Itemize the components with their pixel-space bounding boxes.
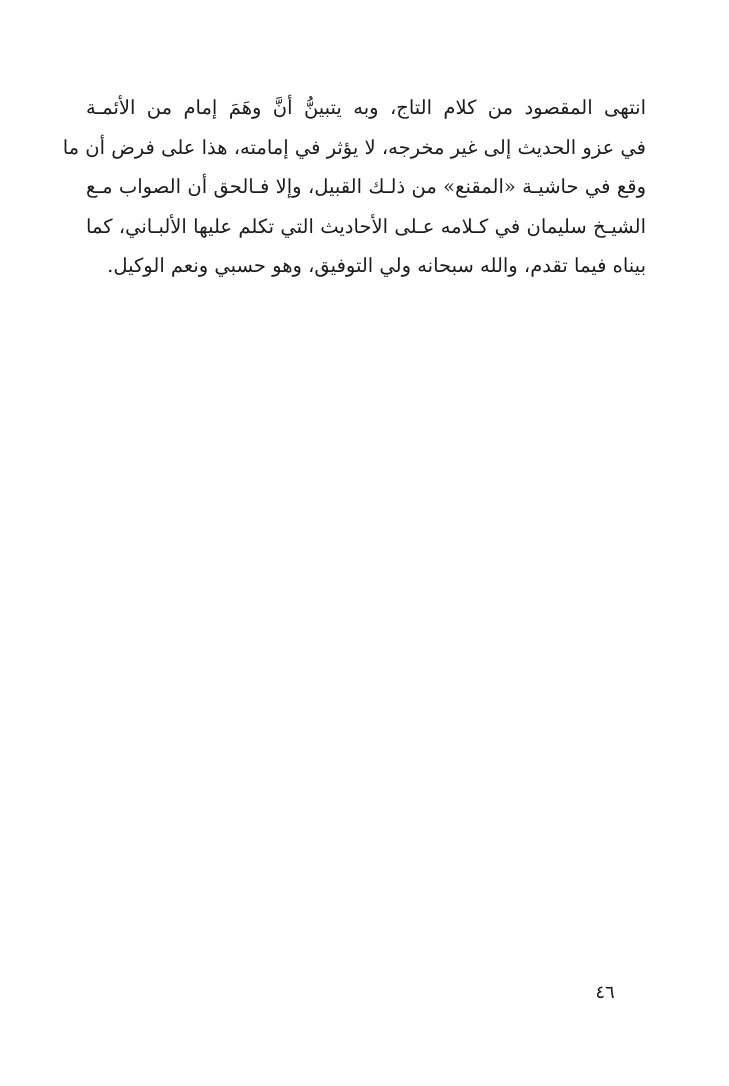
text-line-4: الشيـخ سليمان في كـلامه عـلى الأحاديث التي تكلم عليها الألبـاني، كما [86,214,646,238]
body-paragraph [62,88,646,286]
text-line-2: في عزو الحديث إلى غير مخرجه، لا يؤثر في إمامته، هذا على فرض أن ما [62,135,646,159]
text-line-1: انتهى المقصود من كلام التاج، وبه يتبينُّ أنَّ وهَمَ إمام من الأئمـة [86,96,646,119]
text-line-5: بيناه فيما تقدم، والله سبحانه ولي التوفيق، وهو حسبي ونعم الوكيل. [107,254,646,277]
page-number: ٤٦ [595,982,615,1003]
text-line-3: وقع في حاشيـة «المقنع» من ذلـك القبيل، وإلا فـالحق أن الصواب مـع [86,175,646,198]
